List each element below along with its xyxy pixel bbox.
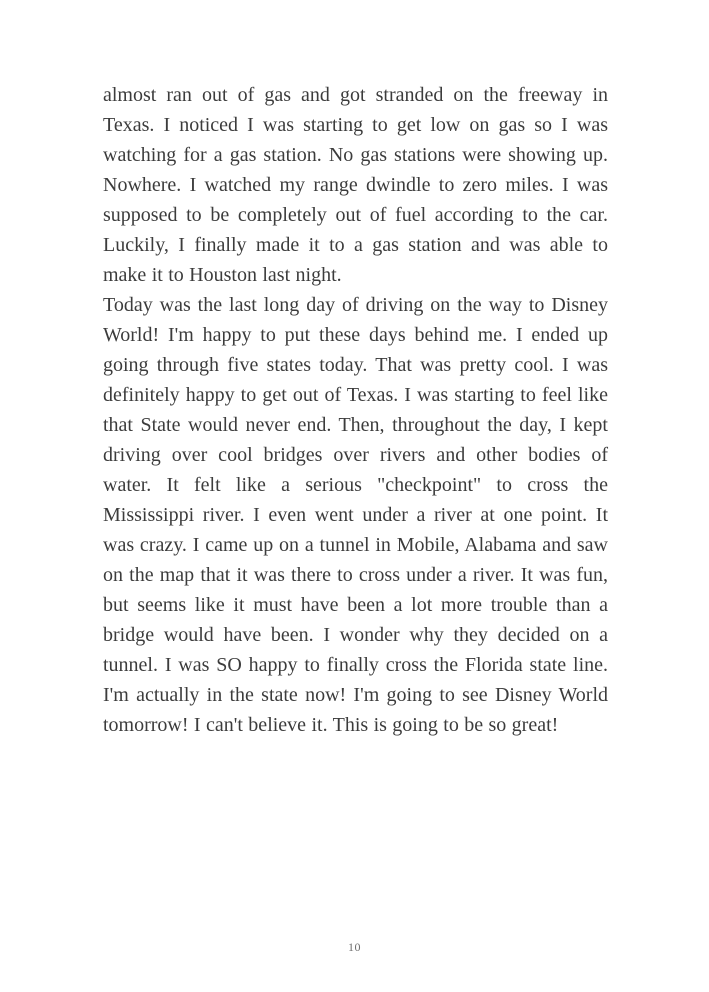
- page-number: 10: [348, 940, 361, 954]
- paragraph-1: almost ran out of gas and got stranded on the freeway in Texas. I noticed I was starting to get low on gas so I was watching for a gas station. No gas stations were showing up. Nowhere. I watched my range dwindle to zero miles. I was supposed to be completely out of fuel according to the car. Luckily, I finally made it to a gas station and was able to make it to Houston last night.: [103, 84, 608, 286]
- page-text-block: [103, 80, 608, 740]
- paragraph-2: Today was the last long day of driving on the way to Disney World! I'm happy to put these days behind me. I ended up going through five states today. That was pretty cool. I was definitely happy to get out of Texas. I was starting to feel like that State would never end. Then, throughout the day, I kept driving over cool bridges over rivers and other bodies of water. It felt like a serious "checkpoint" to cross the Mississippi river. I even went under a river at one point. It was crazy. I came up on a tunnel in Mobile, Alabama and saw on the map that it was there to cross under a river. It was fun, but seems like it must have been a lot more trouble than a bridge would have been. I wonder why they decided on a tunnel. I was SO happy to finally cross the Florida state line. I'm actually in the state now! I'm going to see Disney World tomorrow! I can't believe it. This is going to be so great!: [103, 294, 608, 736]
